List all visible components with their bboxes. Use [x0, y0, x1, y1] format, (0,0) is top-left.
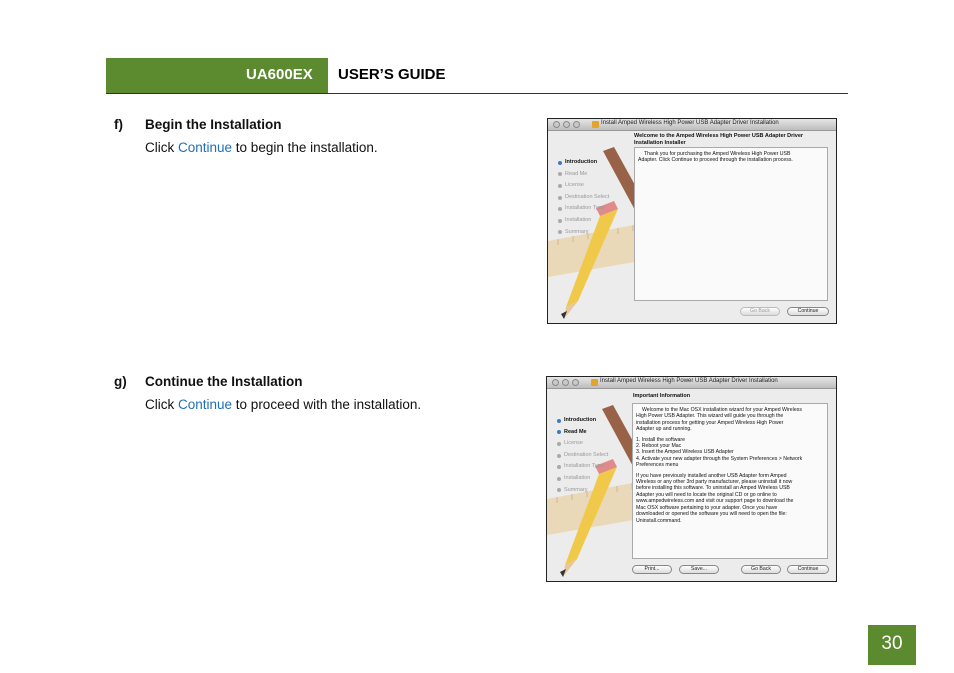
step-f-label: f) [114, 117, 123, 132]
installer-heading: Important Information [633, 393, 691, 399]
step-bullet-icon [557, 477, 561, 481]
step-bullet-icon [557, 454, 561, 458]
sidebar-item-label: Read Me [564, 428, 587, 435]
print-button[interactable]: Print... [632, 565, 672, 574]
installer-intro-text [638, 151, 826, 164]
sidebar-item-label: Introduction [565, 159, 598, 165]
sidebar-item-label: Summary [564, 486, 588, 493]
text-line: installation process for getting your Amped Wireless High Power [636, 419, 784, 426]
page-number: 30 [881, 633, 903, 654]
minimize-window-icon [563, 121, 570, 128]
step-bullet-icon [558, 207, 562, 211]
readme-steps-list [636, 437, 826, 469]
step-g-instruction [145, 397, 421, 412]
sidebar-item-label: Destination Select [565, 193, 610, 200]
text-line: Welcome to the Mac OSX installation wizard for your Amped Wireless [642, 407, 802, 413]
sidebar-item-installation-type [557, 461, 608, 473]
zoom-window-icon [572, 379, 579, 386]
step-f-title: Begin the Installation [145, 117, 282, 132]
sidebar-item-read-me [557, 427, 608, 439]
sidebar-item-summary [557, 485, 608, 497]
continue-button[interactable]: Continue [787, 307, 829, 316]
sidebar-item-label: Installation [564, 474, 591, 481]
sidebar-item-destination-select [557, 450, 608, 462]
sidebar-item-label: License [565, 182, 584, 189]
close-window-icon [552, 379, 559, 386]
sidebar-item-label: Installation Type [564, 463, 604, 470]
header-guide-title: USER’S GUIDE [338, 66, 446, 83]
heading-line: Welcome to the Amped Wireless High Power USB Adapter Driver [634, 133, 804, 139]
sidebar-item-installation [558, 215, 609, 227]
text-line: Mac OSX software pertaining to your adapter. Once you have [636, 504, 778, 511]
sidebar-item-installation-type [558, 203, 609, 215]
text-line: downloaded or opened the software you will need to open the file: [636, 511, 787, 518]
package-icon [591, 379, 598, 386]
window-title: Install Amped Wireless High Power USB Adapter Driver Installation [600, 378, 778, 384]
text-line: www.ampedwireless.com and visit our support page to download the [636, 498, 794, 505]
readme-welcome-paragraph [636, 407, 826, 433]
minimize-window-icon [562, 379, 569, 386]
text-line: Uninstall.command. [636, 517, 682, 524]
text-line: If you have previously installed another USB Adapter form Amped [636, 472, 787, 479]
installer-steps-sidebar [557, 415, 608, 496]
continue-button[interactable]: Continue [787, 565, 829, 574]
step-bullet-icon [558, 172, 562, 176]
window-titlebar [547, 377, 836, 389]
text-line: High Power USB Adapter. This wizard will guide you through the [636, 413, 784, 420]
body-line: Adapter. Click Continue to proceed through the installation process. [638, 157, 793, 164]
step-f-text-before: Click [145, 140, 178, 155]
sidebar-item-label: Summary [565, 228, 589, 235]
go-back-button[interactable]: Go Back [740, 307, 780, 316]
text-line: Adapter you will need to locate the original CD or go online to [636, 491, 777, 498]
sidebar-item-introduction [557, 415, 608, 427]
window-titlebar [548, 119, 836, 131]
installer-content-panel [634, 147, 828, 301]
window-controls [553, 121, 580, 128]
step-bullet-icon [557, 488, 561, 492]
step-bullet-icon [558, 219, 562, 223]
sidebar-item-label: Destination Select [564, 451, 609, 458]
installer-steps-sidebar [558, 157, 609, 238]
step-f-instruction [145, 140, 378, 155]
body-line: Thank you for purchasing the Amped Wireless High Power USB [644, 151, 791, 157]
sidebar-item-destination-select [558, 192, 609, 204]
step-f-continue-link: Continue [178, 140, 233, 155]
step-g-continue-link: Continue [178, 397, 233, 412]
readme-uninstall-paragraph [636, 473, 826, 524]
installer-screenshot-read-me [546, 376, 837, 582]
step-bullet-icon [558, 184, 562, 188]
step-g-label: g) [114, 374, 127, 389]
close-window-icon [553, 121, 560, 128]
window-title: Install Amped Wireless High Power USB Adapter Driver Installation [601, 120, 779, 126]
text-line: before installing this software. To uninstall an Amped Wireless USB [636, 485, 790, 492]
installer-readme-text [636, 407, 826, 528]
list-item: 3. Insert the Amped Wireless USB Adapter [636, 449, 734, 456]
sidebar-item-label: Installation Type [565, 205, 605, 212]
text-line: Adapter up and running. [636, 426, 692, 433]
list-item: 1. Install the software [636, 436, 686, 443]
current-step-bullet-icon [558, 161, 562, 165]
sidebar-item-introduction [558, 157, 609, 169]
list-item: 4. Activate your new adapter through the System Preferences > Network [636, 455, 803, 462]
sidebar-item-label: License [564, 440, 583, 447]
header-model: UA600EX [246, 66, 313, 83]
step-bullet-icon [557, 465, 561, 469]
step-g-text-after: to proceed with the installation. [232, 397, 422, 412]
sidebar-item-label: Introduction [564, 417, 597, 423]
step-bullet-icon [558, 196, 562, 200]
installer-heading [634, 133, 803, 147]
save-button[interactable]: Save... [679, 565, 719, 574]
package-icon [592, 121, 599, 128]
window-controls [552, 379, 579, 386]
sidebar-item-license [558, 180, 609, 192]
list-item: 2. Reboot your Mac [636, 443, 682, 450]
zoom-window-icon [573, 121, 580, 128]
step-bullet-icon [557, 442, 561, 446]
installer-screenshot-introduction [547, 118, 837, 324]
step-f-text-after: to begin the installation. [232, 140, 378, 155]
go-back-button[interactable]: Go Back [741, 565, 781, 574]
step-bullet-icon [558, 230, 562, 234]
heading-line: Installation Installer [634, 140, 686, 146]
completed-step-bullet-icon [557, 419, 561, 423]
sidebar-item-label: Read Me [565, 170, 588, 177]
sidebar-item-label: Installation [565, 216, 592, 223]
sidebar-item-installation [557, 473, 608, 485]
text-line: Wireless or any other 3rd party manufacturer, please uninstall it now [636, 479, 793, 486]
step-g-text-before: Click [145, 397, 178, 412]
sidebar-item-license [557, 438, 608, 450]
sidebar-item-summary [558, 227, 609, 239]
current-step-bullet-icon [557, 430, 561, 434]
sidebar-item-read-me [558, 169, 609, 181]
list-item: Preferences menu [636, 462, 679, 469]
header-divider [106, 93, 848, 94]
step-g-title: Continue the Installation [145, 374, 303, 389]
